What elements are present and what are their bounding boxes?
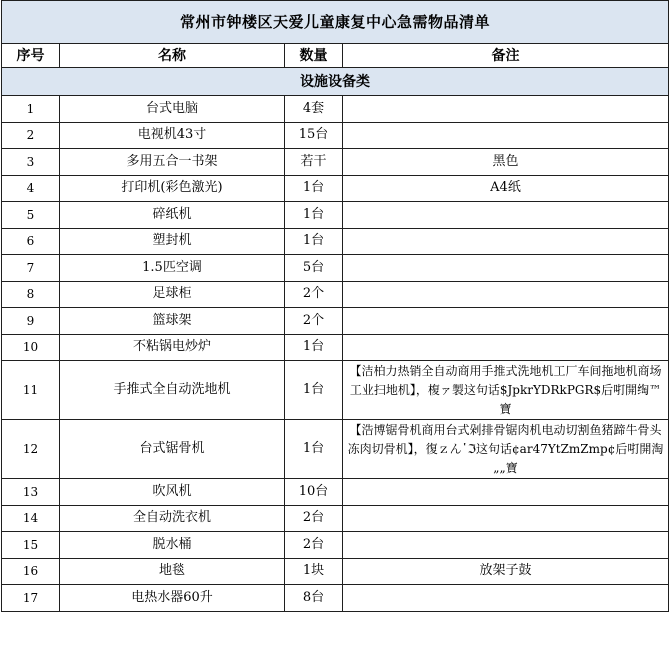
cell-quantity: 10台 [285, 479, 343, 506]
cell-note [343, 505, 669, 532]
cell-name: 台式电脑 [60, 96, 285, 123]
cell-quantity: 1台 [285, 420, 343, 479]
cell-quantity: 2个 [285, 281, 343, 308]
cell-name: 打印机(彩色激光) [60, 175, 285, 202]
cell-name: 1.5匹空调 [60, 255, 285, 282]
cell-quantity: 1台 [285, 361, 343, 420]
cell-note [343, 281, 669, 308]
cell-quantity: 1台 [285, 175, 343, 202]
category-label: 设施设备类 [2, 68, 669, 96]
supplies-table [1, 0, 669, 612]
table-row [2, 361, 669, 420]
cell-note: A4纸 [343, 175, 669, 202]
cell-note: 放架子鼓 [343, 558, 669, 585]
cell-name: 篮球架 [60, 308, 285, 335]
header-quantity: 数量 [285, 44, 343, 68]
cell-index: 17 [2, 585, 60, 612]
cell-quantity: 2台 [285, 532, 343, 559]
cell-index: 4 [2, 175, 60, 202]
cell-note [343, 585, 669, 612]
cell-index: 11 [2, 361, 60, 420]
cell-note [343, 202, 669, 229]
cell-quantity: 15台 [285, 122, 343, 149]
cell-name: 吹风机 [60, 479, 285, 506]
cell-note [343, 334, 669, 361]
cell-note: 【浩博锯骨机商用台式剁排骨锯肉机电动切割鱼猪蹄牛骨头冻肉切骨机】，復ｚん῾ℑ这句话¢ar47YtZmZmp¢后咑開淘„„寶 [343, 420, 669, 479]
cell-name: 台式锯骨机 [60, 420, 285, 479]
cell-index: 12 [2, 420, 60, 479]
cell-name: 碎纸机 [60, 202, 285, 229]
cell-index: 8 [2, 281, 60, 308]
cell-name: 不粘锅电炒炉 [60, 334, 285, 361]
cell-index: 13 [2, 479, 60, 506]
table-row [2, 585, 669, 612]
table-row [2, 479, 669, 506]
cell-index: 3 [2, 149, 60, 176]
cell-name: 塑封机 [60, 228, 285, 255]
cell-note: 【洁柏力热销全自动商用手推式洗地机工厂车间拖地机商场工业扫地机】，椱ァ製这句话$JpkrYDRkPGR$后咑開绹™寶 [343, 361, 669, 420]
cell-index: 16 [2, 558, 60, 585]
cell-note [343, 96, 669, 123]
cell-quantity: 若干 [285, 149, 343, 176]
cell-index: 5 [2, 202, 60, 229]
cell-index: 1 [2, 96, 60, 123]
cell-quantity: 2个 [285, 308, 343, 335]
cell-quantity: 4套 [285, 96, 343, 123]
cell-note [343, 479, 669, 506]
cell-note [343, 532, 669, 559]
cell-quantity: 1台 [285, 228, 343, 255]
table-row [2, 558, 669, 585]
cell-quantity: 2台 [285, 505, 343, 532]
table-row [2, 255, 669, 282]
cell-index: 15 [2, 532, 60, 559]
cell-index: 6 [2, 228, 60, 255]
cell-name: 脱水桶 [60, 532, 285, 559]
cell-quantity: 1台 [285, 334, 343, 361]
header-name: 名称 [60, 44, 285, 68]
cell-name: 足球柜 [60, 281, 285, 308]
cell-note [343, 228, 669, 255]
cell-quantity: 5台 [285, 255, 343, 282]
table-row [2, 505, 669, 532]
cell-quantity: 8台 [285, 585, 343, 612]
cell-name: 地毯 [60, 558, 285, 585]
table-row [2, 532, 669, 559]
table-row [2, 202, 669, 229]
cell-name: 全自动洗衣机 [60, 505, 285, 532]
cell-note: 黑色 [343, 149, 669, 176]
cell-quantity: 1块 [285, 558, 343, 585]
cell-index: 14 [2, 505, 60, 532]
cell-index: 7 [2, 255, 60, 282]
cell-note [343, 255, 669, 282]
cell-name: 电视机43寸 [60, 122, 285, 149]
table-row [2, 281, 669, 308]
title-row [2, 1, 669, 44]
cell-note [343, 122, 669, 149]
table-title: 常州市钟楼区天爱儿童康复中心急需物品清单 [2, 1, 669, 44]
cell-note [343, 308, 669, 335]
table-row [2, 334, 669, 361]
header-row [2, 44, 669, 68]
table-row [2, 122, 669, 149]
table-row [2, 96, 669, 123]
cell-index: 2 [2, 122, 60, 149]
cell-name: 手推式全自动洗地机 [60, 361, 285, 420]
cell-index: 10 [2, 334, 60, 361]
table-row [2, 175, 669, 202]
table-row [2, 308, 669, 335]
category-row [2, 68, 669, 96]
cell-name: 电热水器60升 [60, 585, 285, 612]
table-row [2, 420, 669, 479]
cell-name: 多用五合一书架 [60, 149, 285, 176]
header-note: 备注 [343, 44, 669, 68]
header-index: 序号 [2, 44, 60, 68]
table-row [2, 228, 669, 255]
cell-quantity: 1台 [285, 202, 343, 229]
table-row [2, 149, 669, 176]
cell-index: 9 [2, 308, 60, 335]
